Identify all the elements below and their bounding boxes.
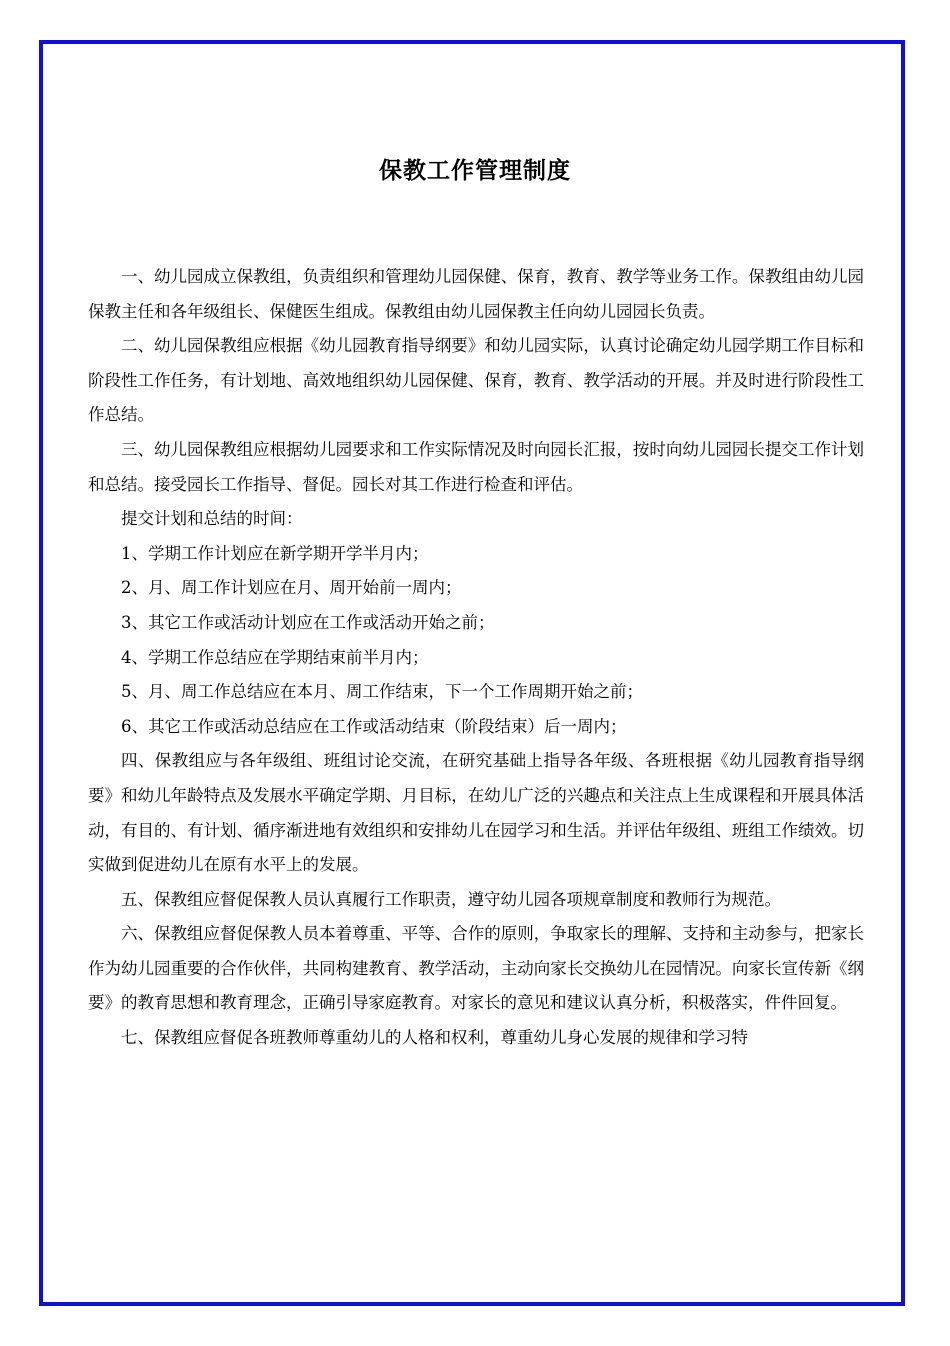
paragraph-section-4: 四、保教组应与各年级组、班组讨论交流，在研究基础上指导各年级、各班根据《幼儿园教育指导纲要》和幼儿年龄特点及发展水平确定学期、月目标，在幼儿广泛的兴趣点和关注点上生成课程和开展具体活动，有目的、有计划、循序渐进地有效组织和安排幼儿在园学习和生活。并评估年级组、班组工作绩效。切实做到促进幼儿在原有水平上的发展。 [88, 751, 864, 875]
list-item-6: 6、其它工作或活动总结应在工作或活动结束（阶段结束）后一周内； [121, 716, 627, 736]
paragraph-submission-heading: 提交计划和总结的时间： [121, 509, 303, 529]
list-item-3: 3、其它工作或活动计划应在工作或活动开始之前； [121, 612, 495, 632]
list-item-2: 2、月、周工作计划应在月、周开始前一周内； [121, 578, 462, 598]
paragraph-section-2: 二、幼儿园保教组应根据《幼儿园教育指导纲要》和幼儿园实际，认真讨论确定幼儿园学期工作目标和阶段性工作任务，有计划地、高效地组织幼儿园保健、保育，教育、教学活动的开展。并及时进行阶段性工作总结。 [88, 336, 864, 425]
paragraph-section-3: 三、幼儿园保教组应根据幼儿园要求和工作实际情况及时向园长汇报，按时向幼儿园园长提交工作计划和总结。接受园长工作指导、督促。园长对其工作进行检查和评估。 [88, 439, 864, 494]
paragraph-section-1: 一、幼儿园成立保教组，负责组织和管理幼儿园保健、保育，教育、教学等业务工作。保教组由幼儿园保教主任和各年级组长、保健医生组成。保教组由幼儿园保教主任向幼儿园园长负责。 [88, 267, 864, 321]
document-title: 保教工作管理制度 [379, 158, 571, 184]
list-item-1: 1、学期工作计划应在新学期开学半月内； [121, 543, 429, 563]
paragraph-section-6: 六、保教组应督促保教人员本着尊重、平等、合作的原则，争取家长的理解、支持和主动参与，把家长作为幼儿园重要的合作伙伴，共同构建教育、教学活动，主动向家长交换幼儿在园情况。向家长宣传新《纲要》的教育思想和教育理念，正确引导家庭教育。对家长的意见和建议认真分析，积极落实，件件回复。 [88, 924, 864, 1013]
list-item-5: 5、月、周工作总结应在本月、周工作结束，下一个工作周期开始之前； [121, 682, 643, 702]
paragraph-section-5: 五、保教组应督促保教人员认真履行工作职责，遵守幼儿园各项规章制度和教师行为规范。 [121, 889, 781, 909]
paragraph-section-7: 七、保教组应督促各班教师尊重幼儿的人格和权利，尊重幼儿身心发展的规律和学习特 [121, 1028, 748, 1048]
document-body [88, 260, 864, 1056]
list-item-4: 4、学期工作总结应在学期结束前半月内； [121, 647, 429, 667]
